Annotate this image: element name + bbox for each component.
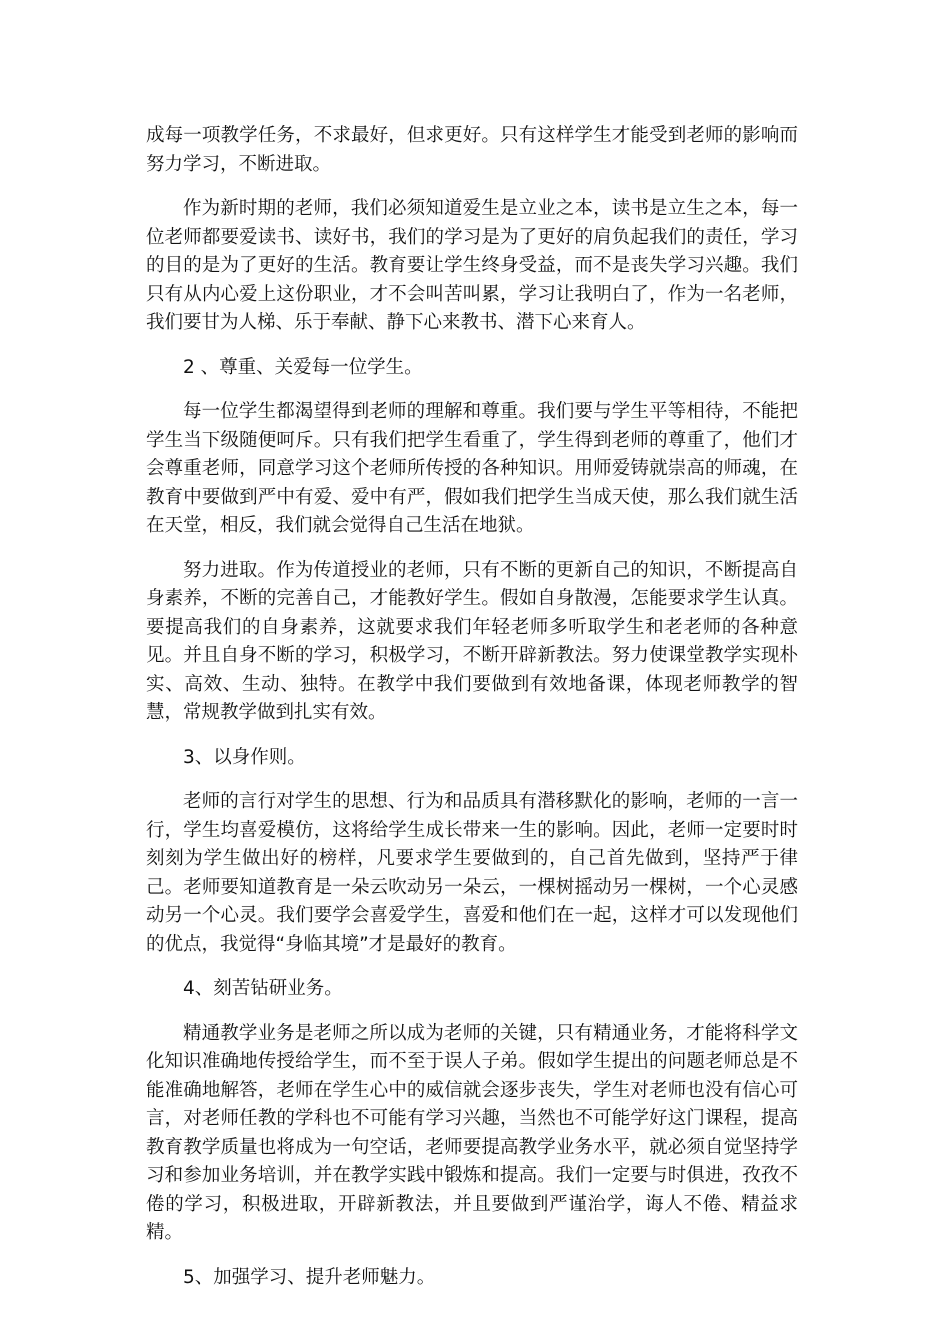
paragraph-study-business: 精通教学业务是老师之所以成为老师的关键，只有精通业务，才能将科学文化知识准确地传授给学生，而不至于误人子弟。假如学生提出的问题老师总是不能准确地解答，老师在学生心中的威信就会逐步丧失，学生对老师也没有信心可言，对老师任教的学科也不可能有学习兴趣，当然也不可能学好这门课程，提高教育教学质量也将成为一句空话，老师要提高教学业务水平，就必须自觉坚持学习和参加业务培训，并在教学实践中锻炼和提高。我们一定要与时俱进，孜孜不倦的学习，积极进取，开辟新教法，并且要做到严谨治学，诲人不倦、精益求精。 [146,1022,798,1243]
paragraph-lead-by-example: 老师的言行对学生的思想、行为和品质具有潜移默化的影响，老师的一言一行，学生均喜爱模仿，这将给学生成长带来一生的影响。因此，老师一定要时时刻刻为学生做出好的榜样，凡要求学生要做到的，自己首先做到，坚持严于律己。老师要知道教育是一朵云吹动另一朵云，一棵树摇动另一棵树，一个心灵感动另一个心灵。我们要学会喜爱学生，喜爱和他们在一起，这样才可以发现他们的优点，我觉得“身临其境”才是最好的教育。 [146,791,798,955]
section-heading-3: 3、以身作则。 [183,746,306,768]
paragraph-love-reading: 作为新时期的老师，我们必须知道爱生是立业之本，读书是立生之本，每一位老师都要爱读书、读好书，我们的学习是为了更好的肩负起我们的责任，学习的目的是为了更好的生活。教育要让学生终身受益，而不是丧失学习兴趣。我们只有从内心爱上这份职业，才不会叫苦叫累，学习让我明白了，作为一名老师，我们要甘为人梯、乐于奉献、静下心来教书、潜下心来育人。 [146,198,798,333]
section-heading-2: 2 、尊重、关爱每一位学生。 [183,356,423,378]
section-heading-5: 5、加强学习、提升老师魅力。 [183,1266,436,1288]
paragraph-respect-students: 每一位学生都渴望得到老师的理解和尊重。我们要与学生平等相待，不能把学生当下级随便呵斥。只有我们把学生看重了，学生得到老师的尊重了，他们才会尊重老师，同意学习这个老师所传授的各种知识。用师爱铸就崇高的师魂，在教育中要做到严中有爱、爱中有严，假如我们把学生当成天使，那么我们就生活在天堂，相反，我们就会觉得自己生活在地狱。 [146,401,798,536]
paragraph-strive-forward: 努力进取。作为传道授业的老师，只有不断的更新自己的知识，不断提高自身素养，不断的完善自己，才能教好学生。假如自身散漫，怎能要求学生认真。要提高我们的自身素养，这就要求我们年轻老师多听取学生和老老师的各种意见。并且自身不断的学习，积极学习，不断开辟新教法。努力使课堂教学实现朴实、高效、生动、独特。在教学中我们要做到有效地备课，体现老师教学的智慧，常规教学做到扎实有效。 [146,559,798,723]
section-heading-4: 4、刻苦钻研业务。 [183,978,343,999]
document-body [146,122,798,1308]
paragraph-continuation: 成每一项教学任务，不求最好，但求更好。只有这样学生才能受到老师的影响而努力学习，不断进取。 [146,125,798,175]
